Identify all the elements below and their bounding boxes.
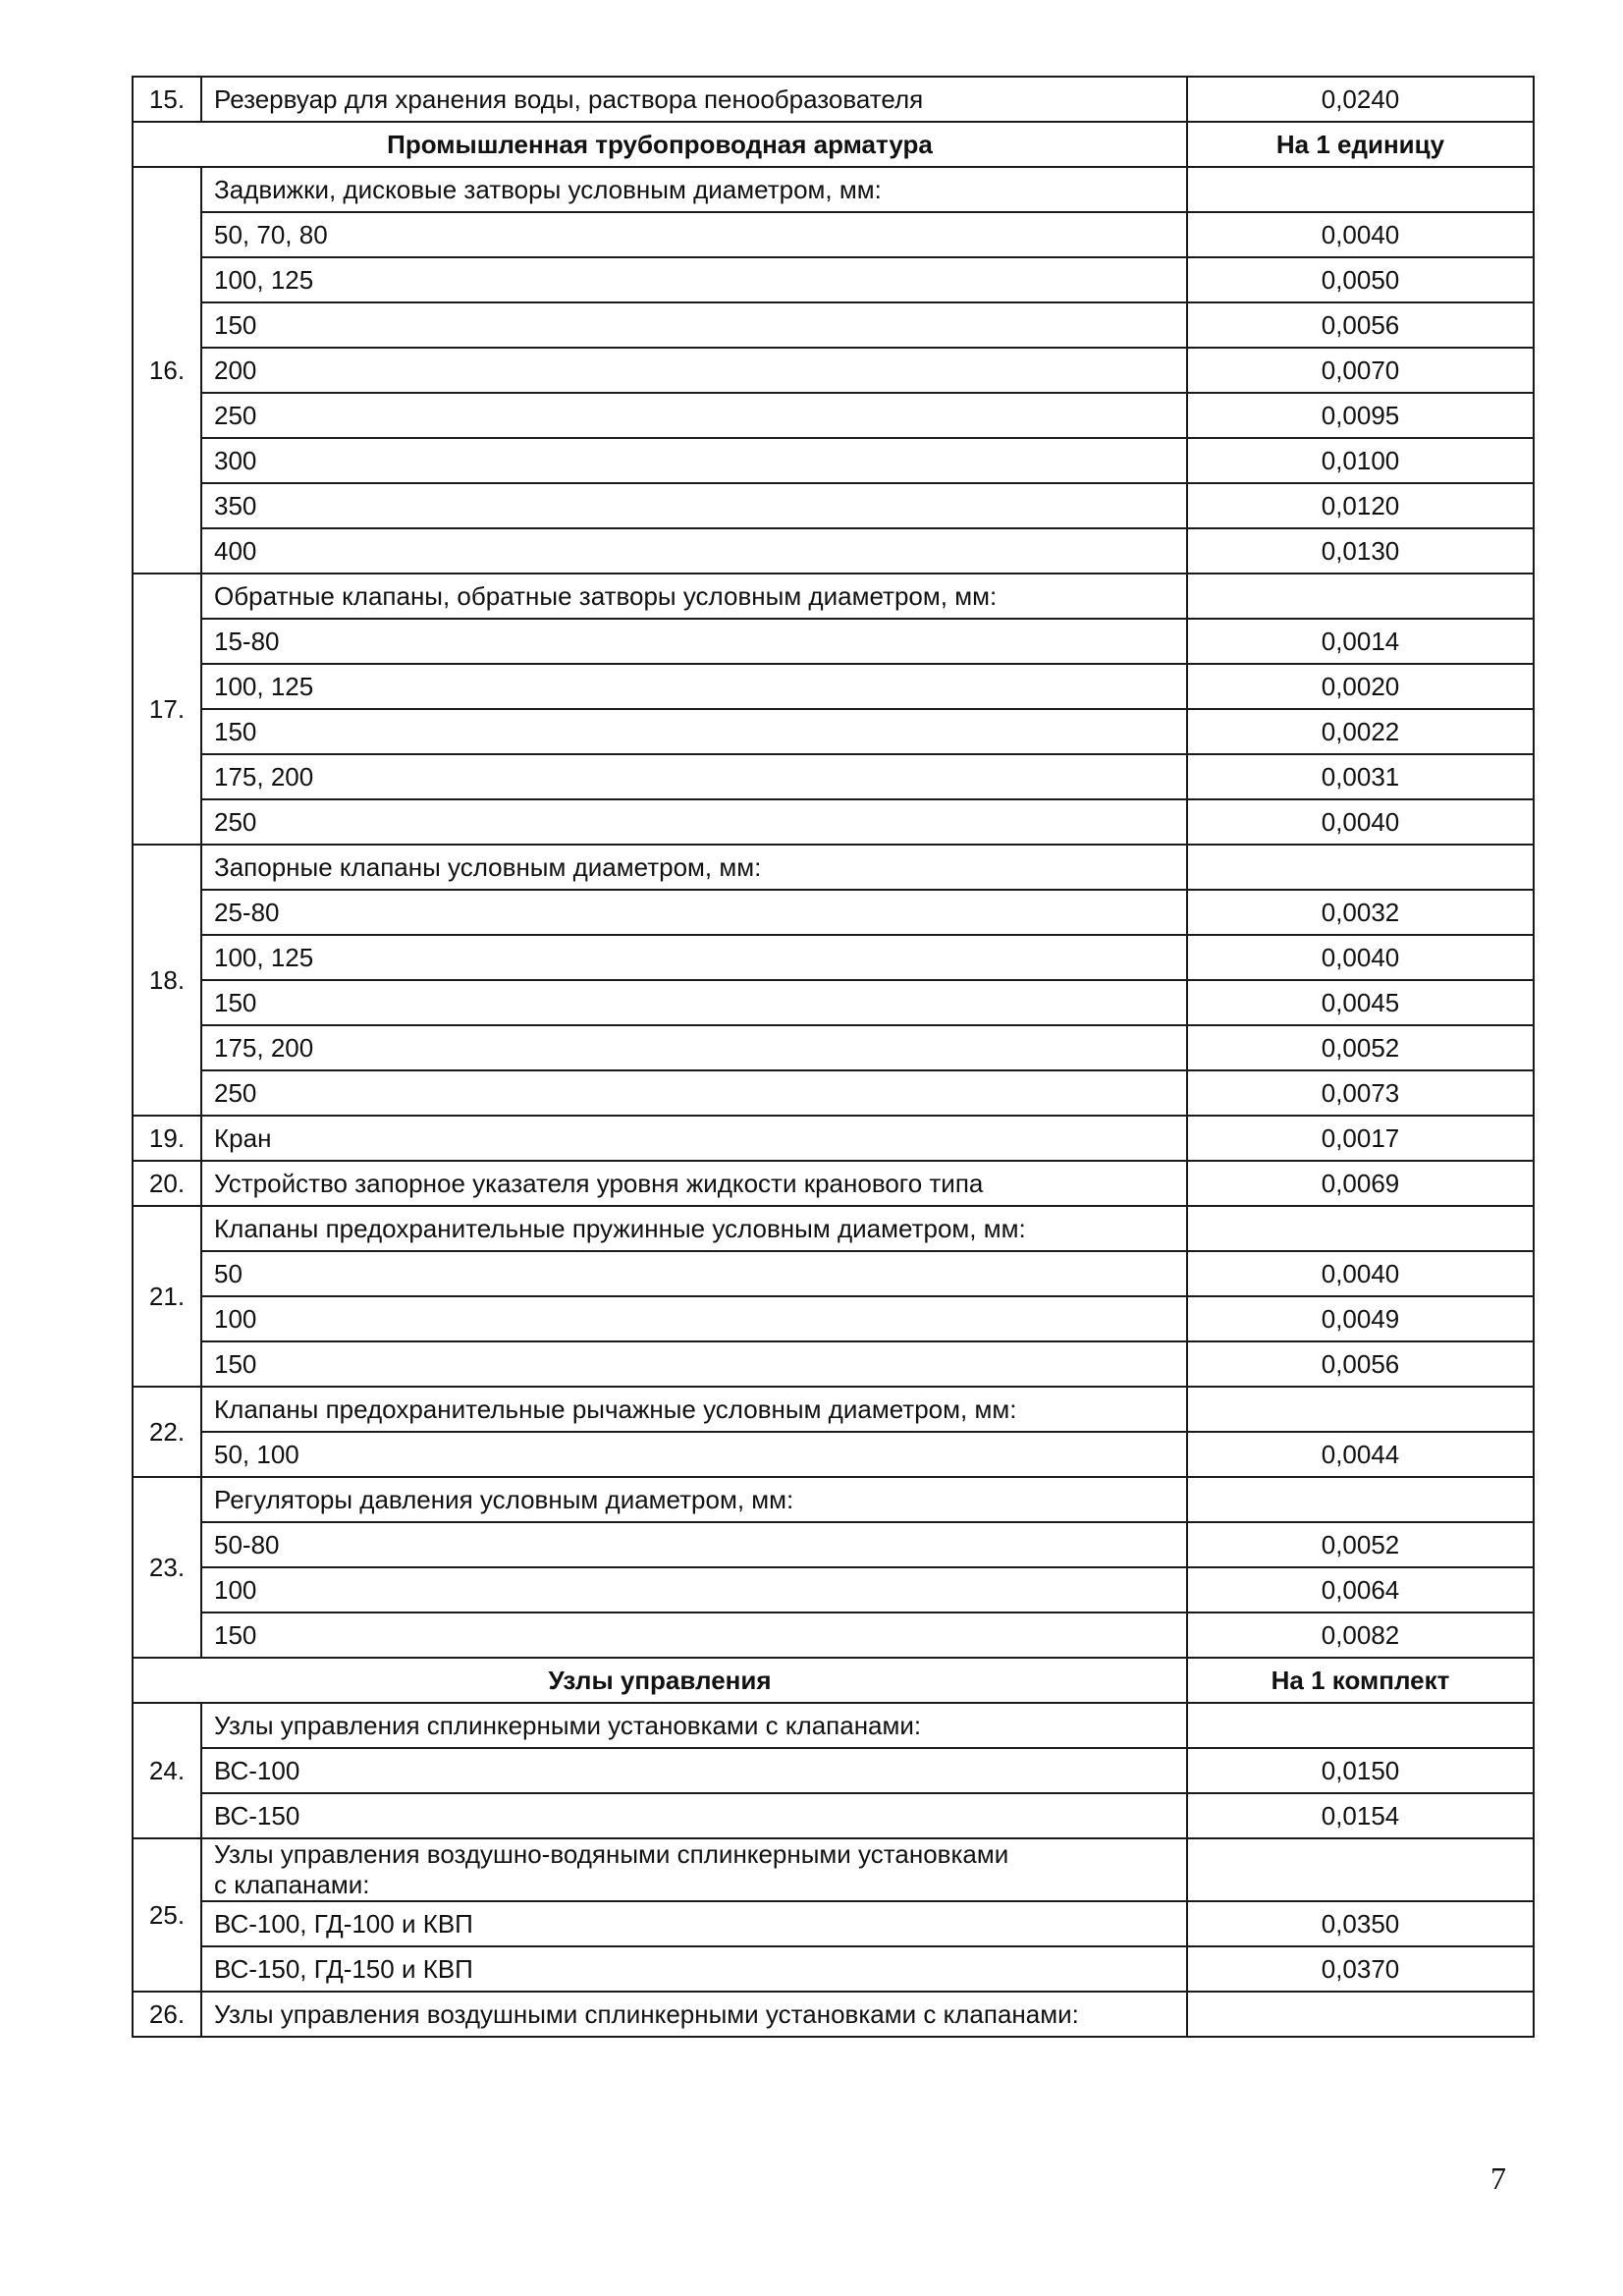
table-subrow — [133, 1613, 1534, 1658]
row-name: 50-80 — [201, 1522, 1187, 1567]
table-subrow — [133, 664, 1534, 709]
row-name: 150 — [201, 1613, 1187, 1658]
row-name: Клапаны предохранительные пружинные условным диаметром, мм: — [201, 1206, 1187, 1251]
table-subrow — [133, 1793, 1534, 1838]
row-value — [1187, 1992, 1534, 2037]
table-subrow — [133, 980, 1534, 1025]
table-subrow — [133, 1901, 1534, 1946]
row-name: 175, 200 — [201, 754, 1187, 799]
row-name: 150 — [201, 302, 1187, 348]
table-row — [133, 1116, 1534, 1161]
table-subrow — [133, 348, 1534, 393]
row-name: 100, 125 — [201, 935, 1187, 980]
row-name: Узлы управления сплинкерными установками с клапанами: — [201, 1703, 1187, 1748]
row-value: 0,0064 — [1187, 1567, 1534, 1613]
row-value: 0,0020 — [1187, 664, 1534, 709]
row-name: Устройство запорное указателя уровня жидкости кранового типа — [201, 1161, 1187, 1206]
table-subrow — [133, 1946, 1534, 1992]
row-number: 21. — [133, 1206, 201, 1387]
row-name: Клапаны предохранительные рычажные условным диаметром, мм: — [201, 1387, 1187, 1432]
table-row — [133, 845, 1534, 890]
row-name: 350 — [201, 483, 1187, 528]
row-name: 250 — [201, 393, 1187, 438]
row-value: 0,0052 — [1187, 1025, 1534, 1070]
row-name: 100, 125 — [201, 664, 1187, 709]
row-name: Регуляторы давления условным диаметром, мм: — [201, 1477, 1187, 1522]
row-name: Запорные клапаны условным диаметром, мм: — [201, 845, 1187, 890]
row-name: Резервуар для хранения воды, раствора пенообразователя — [201, 77, 1187, 122]
row-value — [1187, 1703, 1534, 1748]
row-number: 25. — [133, 1838, 201, 1992]
page-number: 7 — [1490, 2160, 1506, 2196]
table-row — [133, 1992, 1534, 2037]
row-value: 0,0056 — [1187, 302, 1534, 348]
table-row — [133, 1161, 1534, 1206]
table-row — [133, 1703, 1534, 1748]
row-value: 0,0044 — [1187, 1432, 1534, 1477]
table-subrow — [133, 1025, 1534, 1070]
table-subrow — [133, 1296, 1534, 1341]
row-name: 100 — [201, 1296, 1187, 1341]
table-row — [133, 167, 1534, 212]
row-name: 150 — [201, 709, 1187, 754]
row-name: ВС-150 — [201, 1793, 1187, 1838]
table-subrow — [133, 212, 1534, 257]
table-row — [133, 1477, 1534, 1522]
row-number: 16. — [133, 167, 201, 574]
row-number: 26. — [133, 1992, 201, 2037]
row-name: 250 — [201, 799, 1187, 845]
row-name: Обратные клапаны, обратные затворы условным диаметром, мм: — [201, 574, 1187, 619]
table-subrow — [133, 1341, 1534, 1387]
row-value — [1187, 1206, 1534, 1251]
row-value: 0,0150 — [1187, 1748, 1534, 1793]
row-value: 0,0130 — [1187, 528, 1534, 574]
table-subrow — [133, 1432, 1534, 1477]
table-subrow — [133, 1522, 1534, 1567]
row-value: 0,0032 — [1187, 890, 1534, 935]
table-subrow — [133, 1070, 1534, 1116]
table-row — [133, 1387, 1534, 1432]
row-value: 0,0049 — [1187, 1296, 1534, 1341]
row-name: ВС-100, ГД-100 и КВП — [201, 1901, 1187, 1946]
table-subrow — [133, 528, 1534, 574]
row-value — [1187, 1387, 1534, 1432]
row-value: 0,0240 — [1187, 77, 1534, 122]
row-number: 23. — [133, 1477, 201, 1658]
row-value — [1187, 574, 1534, 619]
row-name: 150 — [201, 1341, 1187, 1387]
row-value: 0,0370 — [1187, 1946, 1534, 1992]
row-value: 0,0154 — [1187, 1793, 1534, 1838]
row-value — [1187, 167, 1534, 212]
row-name: 50, 70, 80 — [201, 212, 1187, 257]
table-subrow — [133, 438, 1534, 483]
section-unit: На 1 единицу — [1187, 122, 1534, 167]
table-row — [133, 1838, 1534, 1901]
row-value: 0,0350 — [1187, 1901, 1534, 1946]
row-name: 300 — [201, 438, 1187, 483]
row-value: 0,0045 — [1187, 980, 1534, 1025]
row-value — [1187, 845, 1534, 890]
row-name: 50, 100 — [201, 1432, 1187, 1477]
row-number: 18. — [133, 845, 201, 1116]
row-value — [1187, 1838, 1534, 1901]
row-name: 200 — [201, 348, 1187, 393]
table-subrow — [133, 393, 1534, 438]
row-value: 0,0022 — [1187, 709, 1534, 754]
table-subrow — [133, 1748, 1534, 1793]
section-header-row — [133, 1658, 1534, 1703]
row-number: 15. — [133, 77, 201, 122]
row-name: 25-80 — [201, 890, 1187, 935]
table-subrow — [133, 890, 1534, 935]
row-name: ВС-150, ГД-150 и КВП — [201, 1946, 1187, 1992]
row-value — [1187, 1477, 1534, 1522]
row-number: 22. — [133, 1387, 201, 1477]
row-value: 0,0014 — [1187, 619, 1534, 664]
row-name: 50 — [201, 1251, 1187, 1296]
table-subrow — [133, 799, 1534, 845]
row-value: 0,0070 — [1187, 348, 1534, 393]
row-number: 19. — [133, 1116, 201, 1161]
row-name: 400 — [201, 528, 1187, 574]
table-subrow — [133, 302, 1534, 348]
row-value: 0,0050 — [1187, 257, 1534, 302]
row-name: ВС-100 — [201, 1748, 1187, 1793]
row-value: 0,0052 — [1187, 1522, 1534, 1567]
section-title: Промышленная трубопроводная арматура — [133, 122, 1187, 167]
table-row — [133, 1206, 1534, 1251]
row-name: Узлы управления воздушными сплинкерными установками с клапанами: — [201, 1992, 1187, 2037]
row-value: 0,0040 — [1187, 799, 1534, 845]
table-subrow — [133, 483, 1534, 528]
row-name: 100 — [201, 1567, 1187, 1613]
row-value: 0,0100 — [1187, 438, 1534, 483]
section-unit: На 1 комплект — [1187, 1658, 1534, 1703]
table-subrow — [133, 709, 1534, 754]
row-name: 250 — [201, 1070, 1187, 1116]
row-value: 0,0073 — [1187, 1070, 1534, 1116]
row-value: 0,0040 — [1187, 1251, 1534, 1296]
row-name: 15-80 — [201, 619, 1187, 664]
row-name: 100, 125 — [201, 257, 1187, 302]
row-name: 175, 200 — [201, 1025, 1187, 1070]
row-number: 20. — [133, 1161, 201, 1206]
table-subrow — [133, 935, 1534, 980]
row-name: 150 — [201, 980, 1187, 1025]
section-title: Узлы управления — [133, 1658, 1187, 1703]
table-row — [133, 574, 1534, 619]
row-value: 0,0040 — [1187, 212, 1534, 257]
row-value: 0,0040 — [1187, 935, 1534, 980]
row-value: 0,0095 — [1187, 393, 1534, 438]
row-name: Узлы управления воздушно-водяными сплинкерными установками с клапанами: — [201, 1838, 1187, 1901]
row-number: 24. — [133, 1703, 201, 1838]
row-name: Кран — [201, 1116, 1187, 1161]
section-header-row — [133, 122, 1534, 167]
table-subrow — [133, 1251, 1534, 1296]
row-value: 0,0017 — [1187, 1116, 1534, 1161]
table-body — [133, 77, 1534, 2037]
table-subrow — [133, 754, 1534, 799]
norms-table — [132, 76, 1535, 2038]
row-value: 0,0120 — [1187, 483, 1534, 528]
table-subrow — [133, 1567, 1534, 1613]
table-subrow — [133, 619, 1534, 664]
row-value: 0,0031 — [1187, 754, 1534, 799]
row-value: 0,0069 — [1187, 1161, 1534, 1206]
row-value: 0,0082 — [1187, 1613, 1534, 1658]
table-subrow — [133, 257, 1534, 302]
row-name: Задвижки, дисковые затворы условным диаметром, мм: — [201, 167, 1187, 212]
row-number: 17. — [133, 574, 201, 845]
row-value: 0,0056 — [1187, 1341, 1534, 1387]
table-row — [133, 77, 1534, 122]
